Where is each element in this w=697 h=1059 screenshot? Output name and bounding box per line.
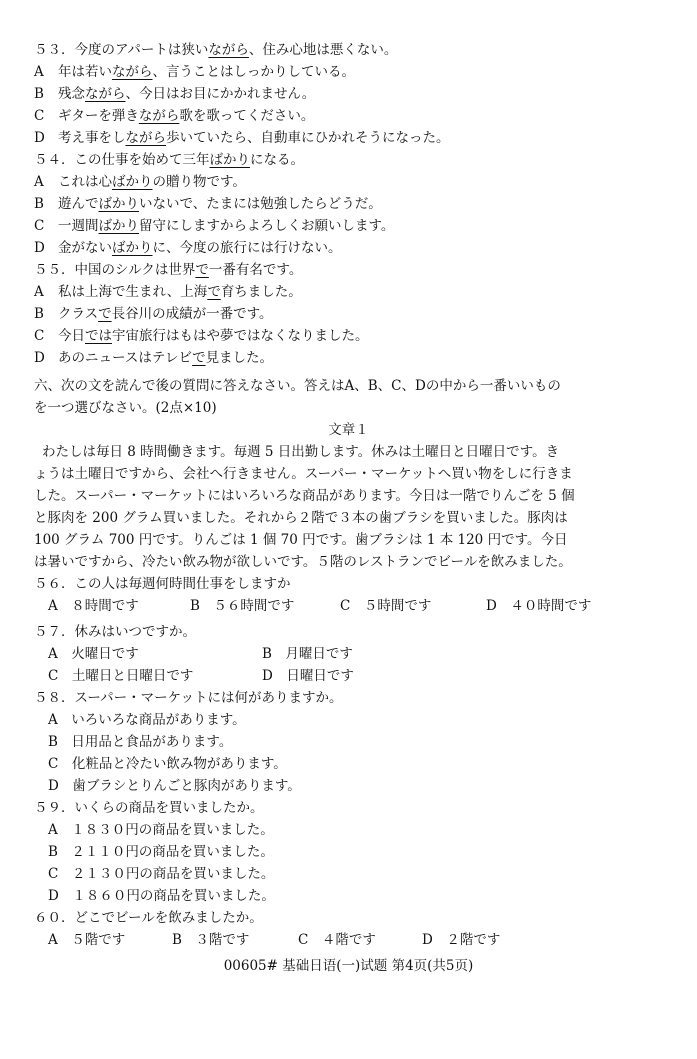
q54-option-d: D 金がないばかりに、今度の旅行には行けない。 — [34, 240, 342, 256]
q53-option-b: B 残念ながら、今日はお目にかかれません。 — [34, 86, 316, 102]
q54-option-a: A これは心ばかりの贈り物です。 — [34, 174, 246, 190]
page-footer: 00605# 基础日语(一)试题 第4页(共5页) — [223, 958, 474, 974]
q59-option-c: C ２１３０円の商品を買いました。 — [48, 866, 275, 882]
q59-option-b: B ２１１０円の商品を買いました。 — [48, 844, 274, 860]
q56-option-a: A ８時間です — [48, 598, 139, 614]
q58-stem: ５８．スーパー・マーケットには何がありますか。 — [34, 690, 343, 706]
q53-option-d: D 考え事をしながら歩いていたら、自動車にひかれそうになった。 — [34, 130, 450, 146]
q58-option-d: D 歯ブラシとりんごと豚肉があります。 — [48, 778, 301, 794]
q60-option-c: C ４階です — [298, 932, 376, 948]
q57-option-d: D 日曜日です — [262, 668, 354, 684]
q59-option-d: D １８６０円の商品を買いました。 — [48, 888, 275, 904]
passage-line-1: わたしは毎日 8 時間働きます。毎週 5 日出勤します。休みは土曜日と日曜日です。き — [42, 444, 560, 460]
q55-stem: ５５．中国のシルクは世界で一番有名です。 — [34, 262, 303, 278]
q59-stem: ５９．いくらの商品を買いましたか。 — [34, 800, 264, 816]
q56-option-c: C ５時間です — [340, 598, 432, 614]
q53-stem: ５３．今度のアパートは狭いながら、住み心地は悪くない。 — [34, 42, 398, 58]
passage-title: 文章１ — [328, 422, 369, 438]
q56-stem: ５６．この人は毎週何時間仕事をしますか — [34, 576, 291, 592]
q58-option-c: C 化粧品と冷たい飲み物があります。 — [48, 756, 287, 772]
q60-stem: ６０．どこでビールを飲みましたか。 — [34, 910, 263, 926]
q58-option-a: A いろいろな商品があります。 — [48, 712, 246, 728]
q60-option-d: D ２階です — [422, 932, 501, 948]
q59-option-a: A １８３０円の商品を買いました。 — [48, 822, 274, 838]
q54-option-c: C 一週間ばかり留守にしますからよろしくお願いします。 — [34, 218, 395, 234]
q60-option-a: A ５階です — [48, 932, 126, 948]
q56-option-b: B ５６時間です — [190, 598, 295, 614]
q55-option-c: C 今日では宇宙旅行はもはや夢ではなくなりました。 — [34, 328, 369, 344]
q53-option-c: C ギターを弾きながら歌を歌ってください。 — [34, 108, 315, 124]
passage-line-4: と豚肉を 200 グラム買いました。それから２階で３本の歯ブラシを買いました。豚肉は — [34, 510, 568, 526]
q54-option-b: B 遊んでばかりいないで、たまには勉強したらどうだ。 — [34, 196, 382, 212]
q58-option-b: B 日用品と食品があります。 — [48, 734, 233, 750]
q54-stem: ５４．この仕事を始めて三年ばかりになる。 — [34, 152, 304, 168]
q55-option-a: A 私は上海で生まれ、上海で育ちました。 — [34, 284, 302, 300]
q55-option-d: D あのニュースはテレビで見ました。 — [34, 350, 274, 366]
q60-option-b: B ３階です — [172, 932, 250, 948]
section-instruction-line-1: 六、次の文を読んで後の質問に答えなさい。答えはA、B、C、Dの中から一番いいもの — [34, 378, 561, 394]
passage-line-3: した。スーパー・マーケットにはいろいろな商品があります。今日は一階でりんごを 5 個 — [34, 488, 575, 504]
q56-option-d: D ４０時間です — [486, 598, 592, 614]
section-instruction-line-2: を一つ選びなさい。(2点×10) — [34, 400, 217, 416]
q53-option-a: A 年は若いながら、言うことはしっかりしている。 — [34, 64, 355, 80]
passage-line-2: ょうは土曜日ですから、会社へ行きません。スーパー・マーケットへ買い物をしに行きま — [34, 466, 573, 482]
passage-line-6: は暑いですから、冷たい飲み物が欲しいです。５階のレストランでビールを飲みました。 — [34, 554, 572, 570]
q55-option-b: B クラスで長谷川の成績が一番です。 — [34, 306, 273, 322]
q57-option-a: A 火曜日です — [48, 646, 139, 662]
q57-stem: ５７．休みはいつですか。 — [34, 624, 196, 640]
passage-line-5: 100 グラム 700 円です。りんごは 1 個 70 円です。歯ブラシは 1 本 120 円です。今日 — [34, 532, 568, 548]
q57-option-c: C 土曜日と日曜日です — [48, 668, 194, 684]
q57-option-b: B 月曜日です — [262, 646, 353, 662]
